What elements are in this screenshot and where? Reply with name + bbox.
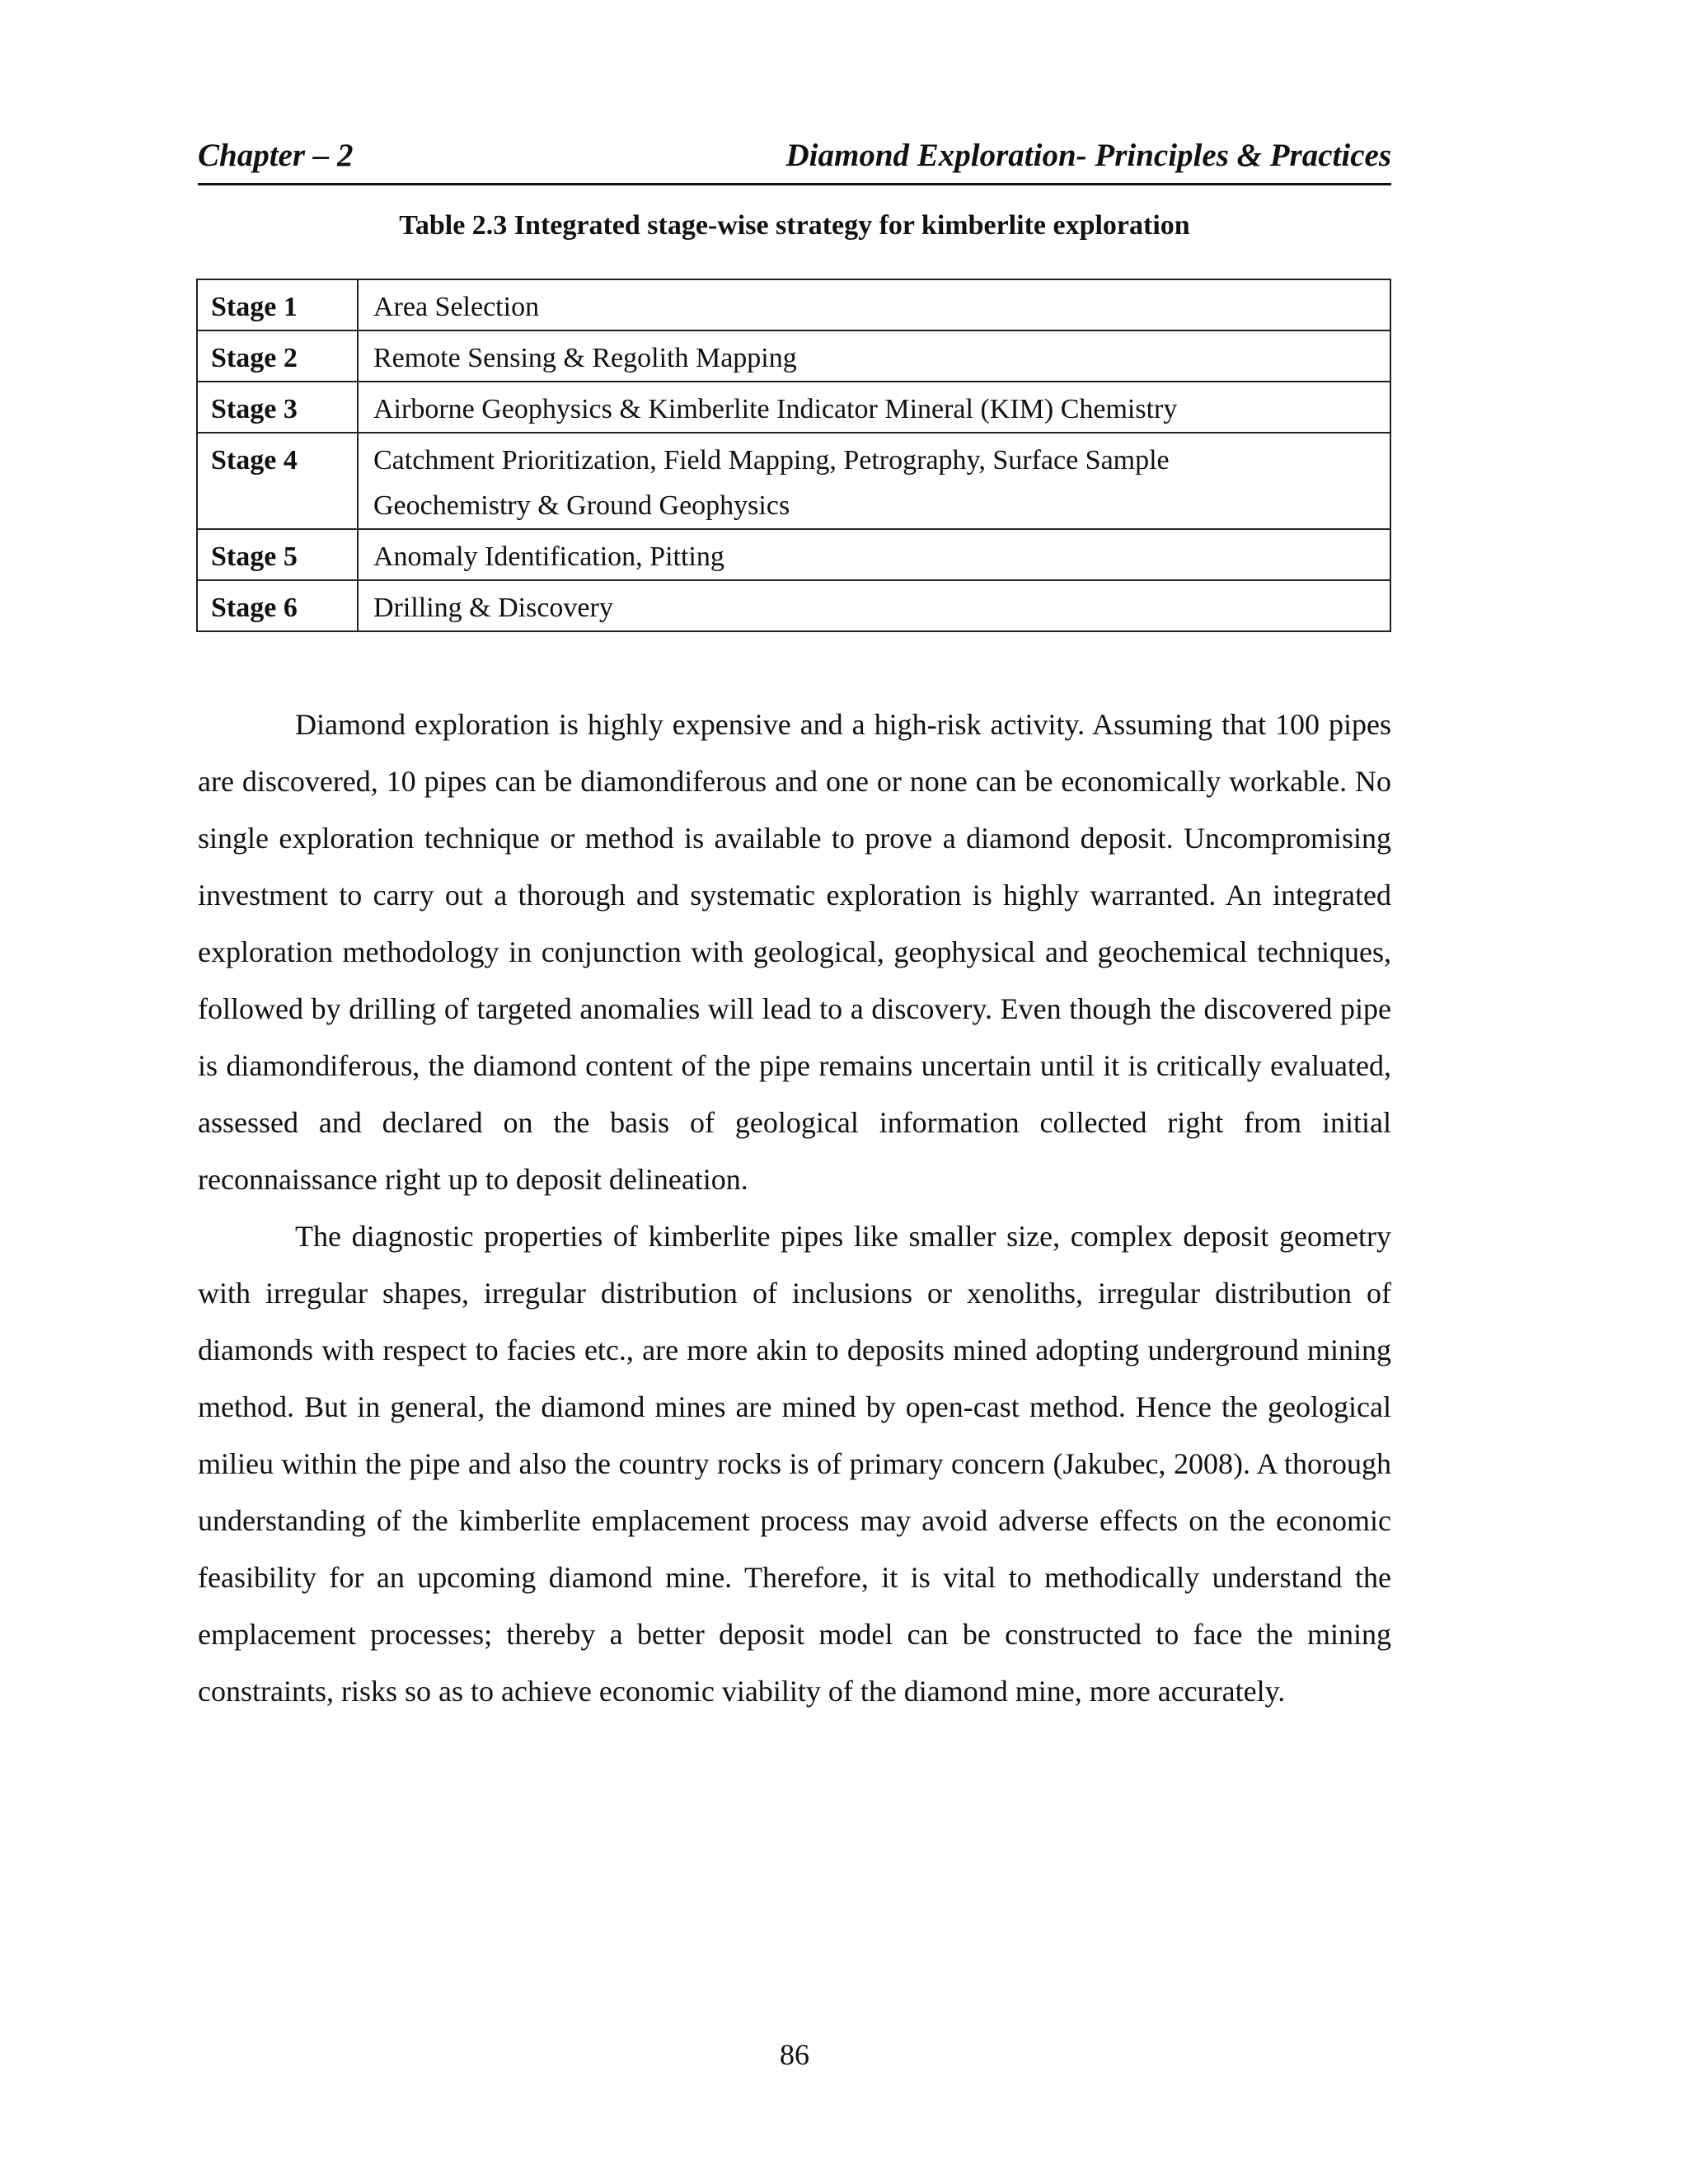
stage-description: Catchment Prioritization, Field Mapping, Petrography, Surface Sample Geochemistry & Ground Geophysics	[358, 433, 1390, 529]
stage-label: Stage 6	[197, 580, 358, 631]
chapter-label: Chapter – 2	[198, 138, 354, 173]
table-row	[197, 330, 1390, 382]
stage-description: Remote Sensing & Regolith Mapping	[358, 330, 1390, 382]
table-row	[197, 382, 1390, 433]
table-caption: Table 2.3 Integrated stage-wise strategy for kimberlite exploration	[399, 210, 1190, 241]
table-row	[197, 529, 1390, 580]
stage-label: Stage 5	[197, 529, 358, 580]
stage-description: Airborne Geophysics & Kimberlite Indicator Mineral (KIM) Chemistry	[358, 382, 1390, 433]
stage-description: Drilling & Discovery	[358, 580, 1390, 631]
paragraph: The diagnostic properties of kimberlite pipes like smaller size, complex deposit geometry with irregular shapes, irregular distribution of inclusions or xenoliths, irregular distribution of diamonds with respect to facies etc., are more akin to deposits mined adopting underground mining method. But in general, the diamond mines are mined by open-cast method. Hence the geological milieu within the pipe and also the country rocks is of primary concern (Jakubec, 2008). A thorough understanding of the kimberlite emplacement process may avoid adverse effects on the economic feasibility for an upcoming diamond mine. Therefore, it is vital to methodically understand the emplacement processes; thereby a better deposit model can be constructed to face the mining constraints, risks so as to achieve economic viability of the diamond mine, more accurately.	[198, 1220, 1391, 1708]
table-row	[197, 580, 1390, 631]
stage-strategy-table	[196, 279, 1391, 632]
page-number: 86	[780, 2038, 809, 2071]
stage-label: Stage 2	[197, 330, 358, 382]
stage-label: Stage 3	[197, 382, 358, 433]
table-row	[197, 279, 1390, 330]
table-row	[197, 433, 1390, 529]
book-title: Diamond Exploration- Principles & Practices	[785, 138, 1391, 173]
stage-label: Stage 4	[197, 433, 358, 529]
paragraph: Diamond exploration is highly expensive and a high-risk activity. Assuming that 100 pipes are discovered, 10 pipes can be diamondiferous and one or none can be economically workable. No single exploration technique or method is available to prove a diamond deposit. Uncompromising investment to carry out a thorough and systematic exploration is highly warranted. An integrated exploration methodology in conjunction with geological, geophysical and geochemical techniques, followed by drilling of targeted anomalies will lead to a discovery. Even though the discovered pipe is diamondiferous, the diamond content of the pipe remains uncertain until it is critically evaluated, assessed and declared on the basis of geological information collected right from initial reconnaissance right up to deposit delineation.	[198, 708, 1391, 1196]
stage-description: Area Selection	[358, 279, 1390, 330]
body-text	[198, 696, 1391, 1720]
running-header	[198, 134, 1391, 185]
stage-label: Stage 1	[197, 279, 358, 330]
stage-description: Anomaly Identification, Pitting	[358, 529, 1390, 580]
